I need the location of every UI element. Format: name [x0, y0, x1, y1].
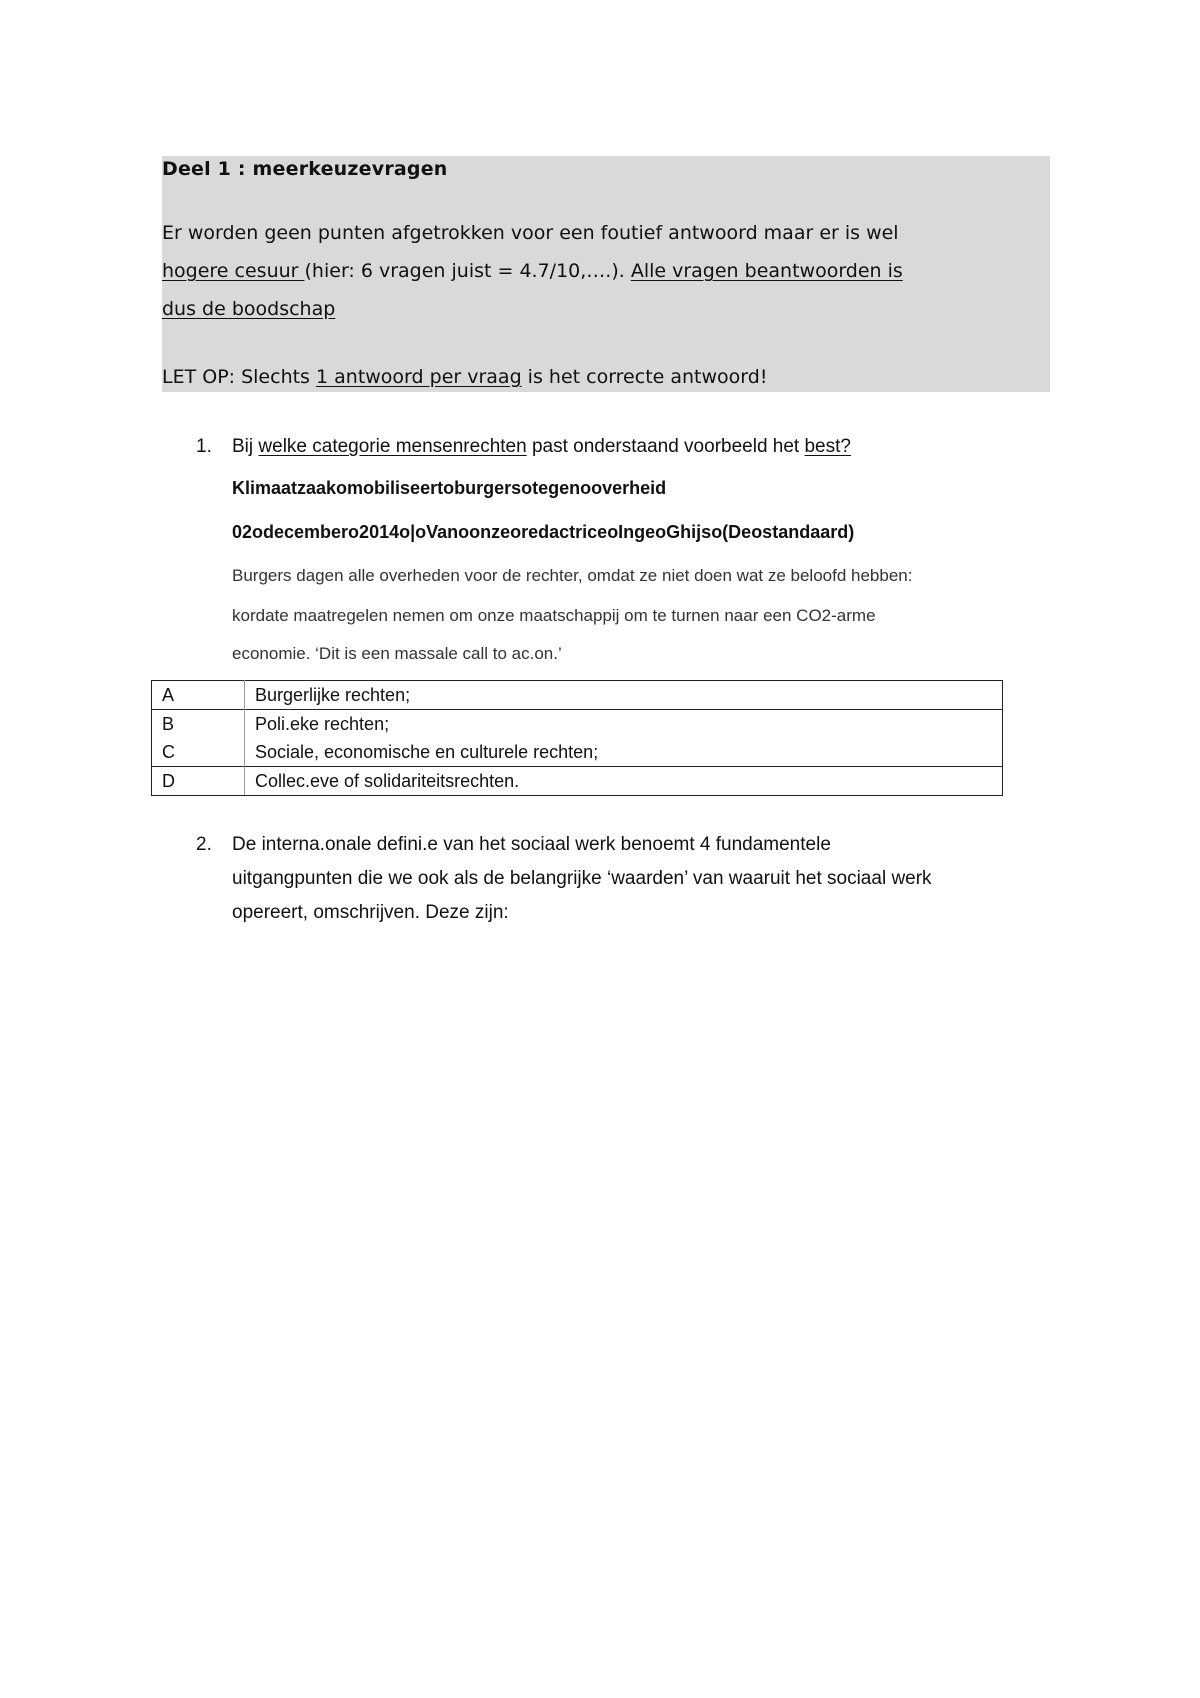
article-headline: Klimaatzaakomobiliseertoburgersotegenooverheid	[232, 478, 667, 498]
option-text: Poli.eke rechten;	[245, 710, 1003, 739]
q1-text-middle: past onderstaand voorbeeld het	[526, 436, 805, 457]
instructions-box	[162, 156, 1050, 392]
question-number: 2.	[196, 834, 212, 855]
article-line-1: Burgers dagen alle overheden voor de rechter, omdat ze niet doen wat ze beloofd hebben:	[232, 566, 913, 585]
question-2-line-2: uitgangpunten die we ook als de belangrijke ‘waarden’ van waaruit het sociaal werk	[232, 868, 932, 889]
question-2-line-1: De interna.onale defini.e van het sociaal werk benoemt 4 fundamentele	[232, 834, 831, 855]
instructions-note	[162, 366, 767, 388]
answer-option-d[interactable]	[152, 767, 1003, 796]
article-byline: 02odecembero2014o|oVanoonzeoredactriceoIngeoGhijso(Deostandaard)	[232, 522, 855, 542]
answer-options-table	[151, 680, 1003, 796]
instructions-line-1: Er worden geen punten afgetrokken voor een foutief antwoord maar er is wel	[162, 222, 899, 244]
instructions-line-2	[162, 260, 903, 282]
answer-option-a[interactable]	[152, 681, 1003, 710]
article-line-2: kordate maatregelen nemen om onze maatschappij om te turnen naar een CO2-arme	[232, 606, 876, 625]
question-1-text	[232, 436, 851, 458]
q1-text-underlined: welke categorie mensenrechten	[258, 436, 527, 457]
option-letter: D	[152, 767, 245, 796]
instructions-line-3	[162, 298, 335, 320]
section-heading: Deel 1 : meerkeuzevragen	[162, 158, 448, 180]
answer-option-c[interactable]	[152, 738, 1003, 767]
cesuur-detail: (hier: 6 vragen juist = 4.7/10,….).	[304, 260, 631, 282]
option-letter: A	[152, 681, 245, 710]
option-text: Burgerlijke rechten;	[245, 681, 1003, 710]
option-letter: C	[152, 738, 245, 767]
message-text: dus de boodschap	[162, 298, 336, 320]
answer-all-text: Alle vragen beantwoorden is	[630, 260, 903, 282]
question-2-line-3: opereert, omschrijven. Deze zijn:	[232, 902, 509, 923]
cesuur-text: hogere cesuur	[162, 260, 305, 282]
q1-text-prefix: Bij	[232, 436, 259, 457]
question-number: 1.	[196, 436, 212, 457]
note-suffix: is het correcte antwoord!	[521, 366, 768, 388]
note-emphasis: 1 antwoord per vraag	[316, 366, 522, 388]
q1-text-end: best?	[804, 436, 851, 457]
option-text: Sociale, economische en culturele rechten;	[255, 742, 599, 762]
article-line-3: economie. ‘Dit is een massale call to ac.on.’	[232, 644, 562, 663]
option-text: Collec.eve of solidariteitsrechten.	[245, 767, 1003, 796]
note-prefix: LET OP: Slechts	[162, 366, 316, 388]
option-letter: B	[152, 710, 245, 739]
answer-option-b[interactable]	[152, 710, 1003, 739]
